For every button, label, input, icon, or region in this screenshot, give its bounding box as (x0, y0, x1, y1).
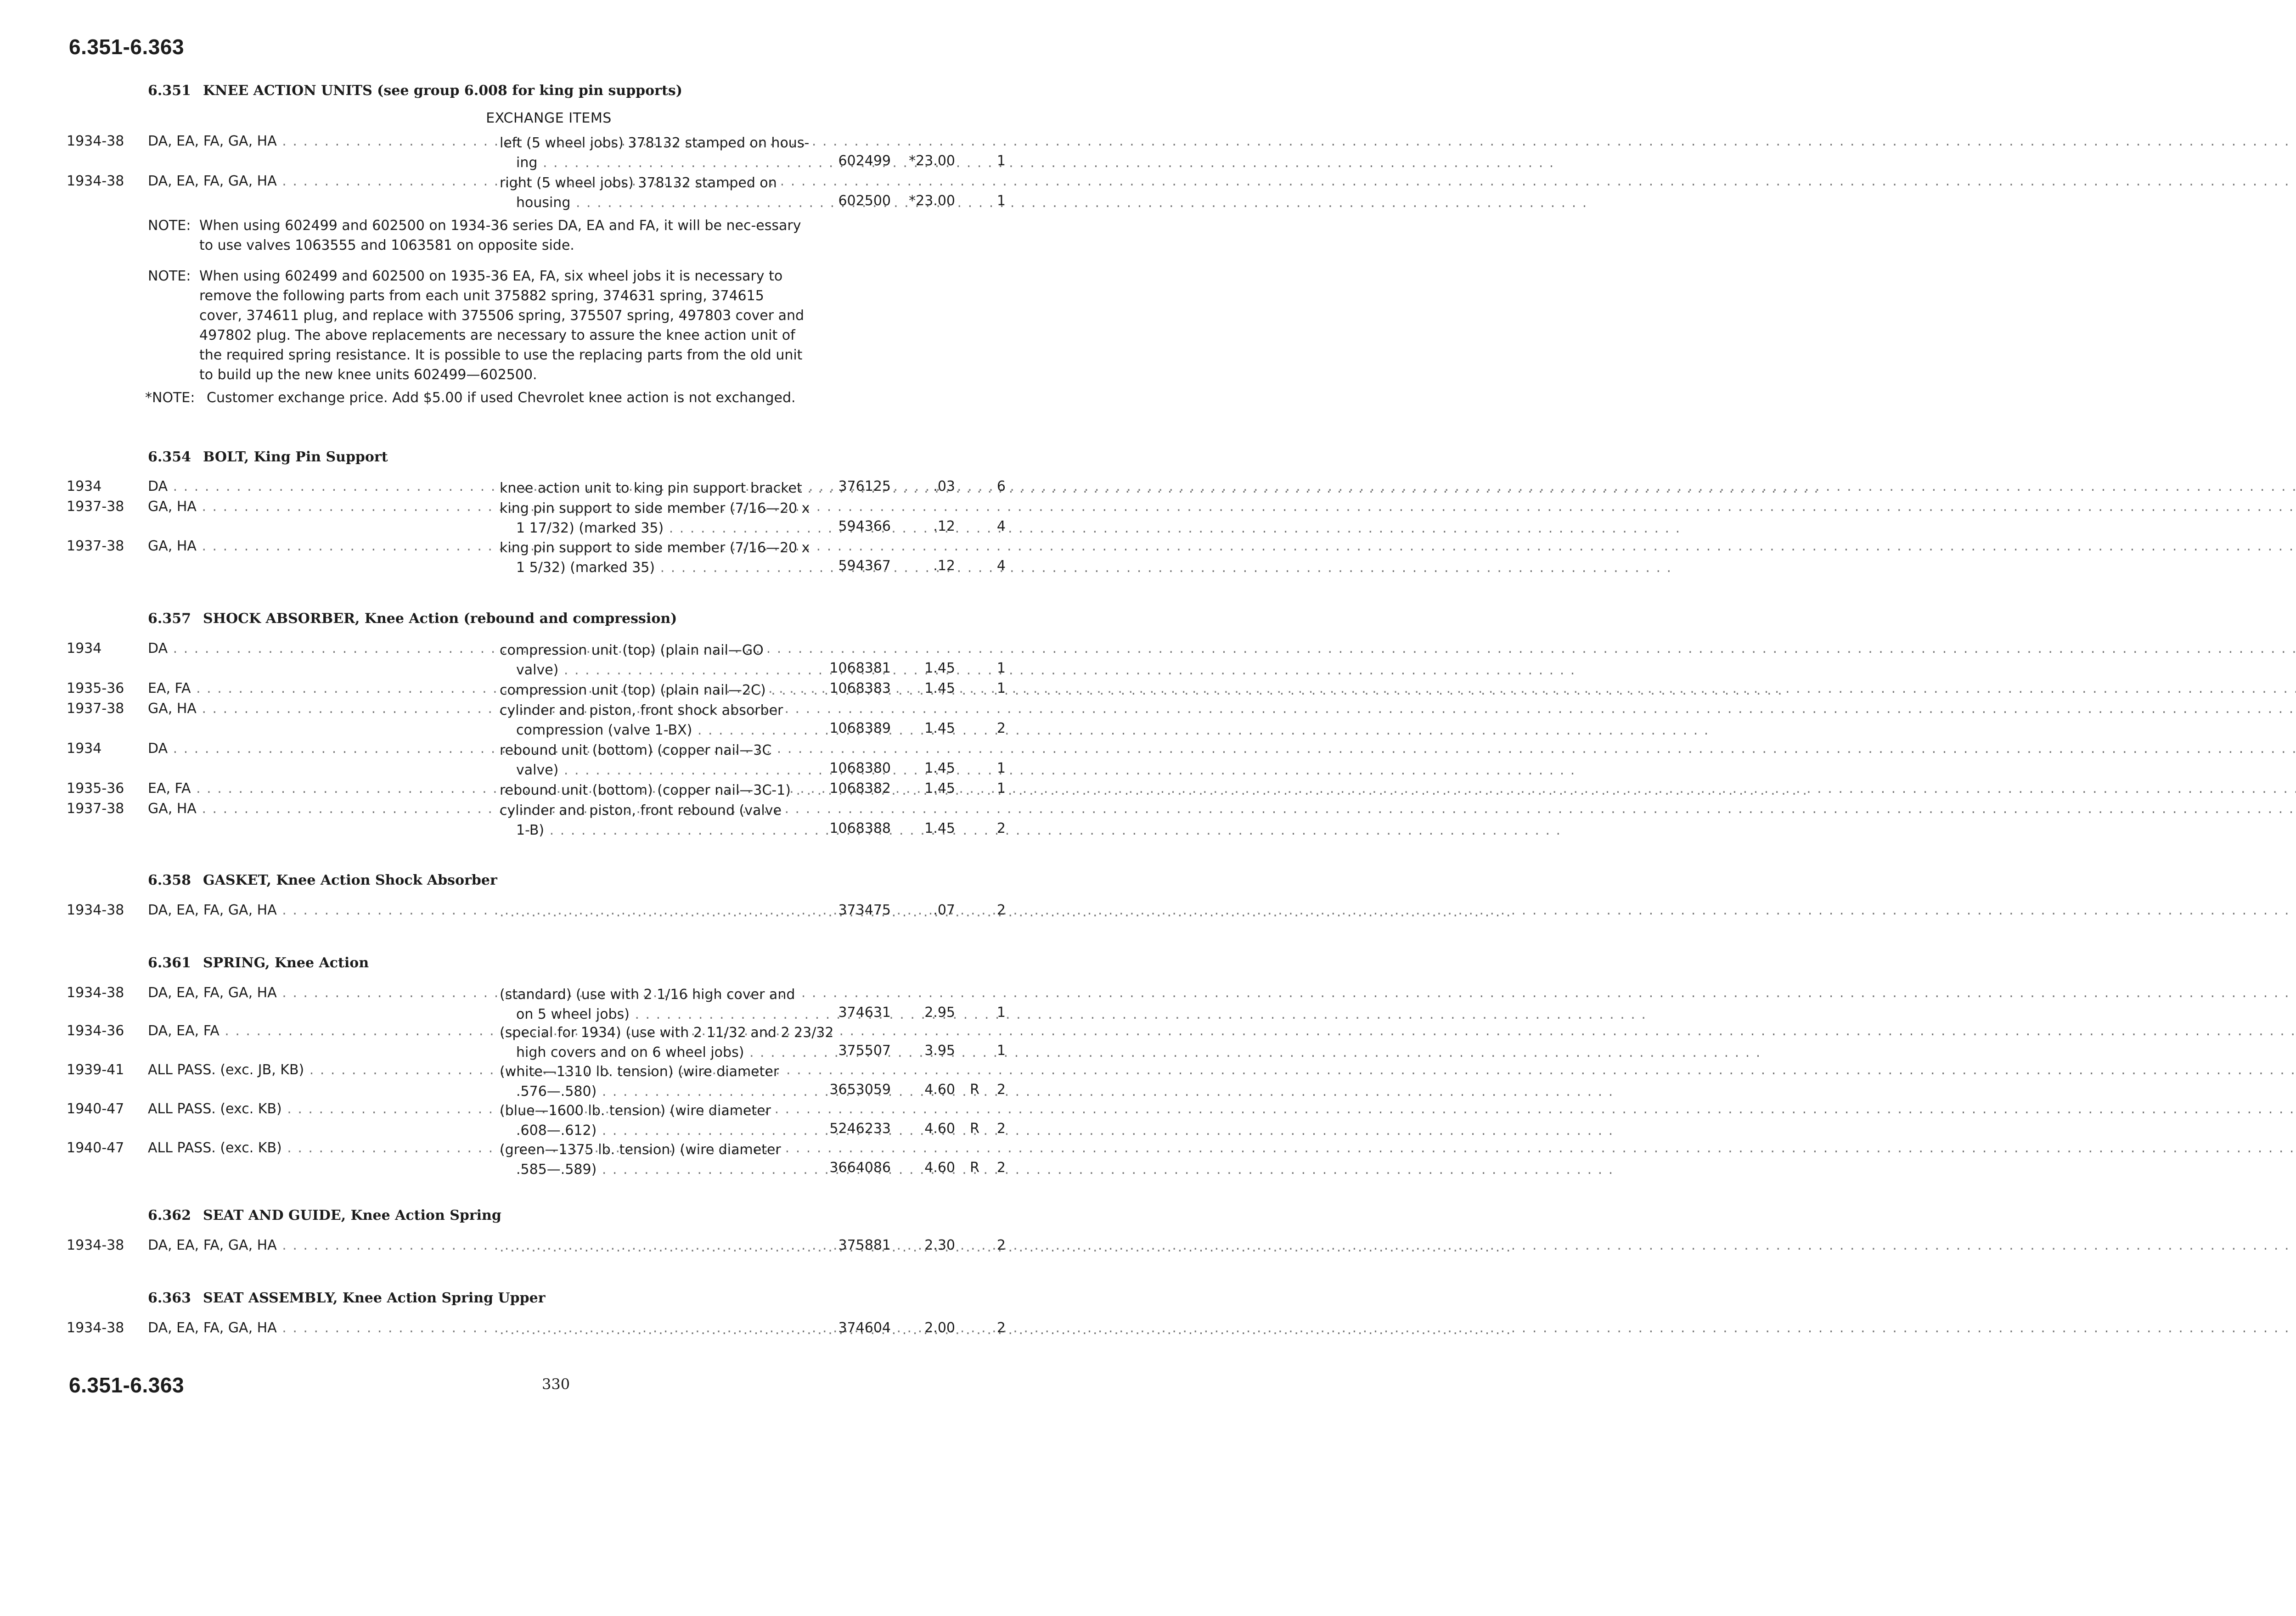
part-number: 373475 (838, 902, 891, 918)
description-line: .585—.589) . . . (500, 1160, 798, 1179)
list-price: 2.30 (924, 1237, 955, 1253)
list-price: .03 (933, 478, 955, 494)
part-description (500, 173, 798, 213)
year-range: 1934-38 (67, 1237, 124, 1253)
quantity: 1 (996, 760, 1006, 776)
section-note (145, 388, 809, 408)
description-line: (standard) (use with 2 1/16 high cover and (500, 987, 795, 1003)
quantity: 2 (996, 720, 1006, 736)
list-price: *23.00 (909, 193, 955, 209)
section-title: SEAT AND GUIDE, Knee Action Spring (203, 1207, 501, 1223)
list-price: 1.45 (924, 660, 955, 676)
description-line: (blue—1600 lb. tension) (wire diameter (500, 1103, 771, 1119)
section-number: 6.351 (148, 83, 191, 99)
section-heading (148, 83, 682, 99)
model-list: DA, EA, FA, GA, HA . . . (148, 902, 442, 918)
price-code: R (970, 1082, 979, 1098)
part-number: 5246233 (829, 1121, 891, 1137)
part-number: 1068383 (829, 680, 891, 696)
model-list: DA . . . (148, 640, 442, 656)
section-heading (148, 449, 388, 465)
model-list: GA, HA . . . (148, 701, 442, 717)
year-range: 1934 (67, 640, 102, 656)
note-text: When using 602499 and 602500 on 1935-36 EA, FA, six wheel jobs it is necessary to remove the following parts from each unit 375882 spring, 374631 spring, 374615 cover, 374611 plug, and replace with 375506 spring, 375507 spring, 497803 cover and 497802 plug. The above replacements are necessary to assure the knee action unit of the required spring resistance. It is possible to use the replacing parts from the old unit to build up the new knee units 602499—602500. (199, 268, 805, 383)
part-description (500, 680, 798, 700)
part-number: 376125 (838, 478, 891, 494)
part-description (500, 701, 798, 740)
part-number: 594366 (838, 518, 891, 534)
description-line: high covers and on 6 wheel jobs) . . . (500, 1043, 798, 1062)
price-code: R (970, 1160, 979, 1176)
quantity: 1 (996, 1004, 1006, 1021)
section-number: 6.363 (148, 1290, 191, 1306)
model-list: DA, EA, FA, GA, HA . . . (148, 133, 442, 149)
description-line: valve) . . . (500, 660, 798, 680)
model-list: ALL PASS. (exc. KB) . . . (148, 1101, 442, 1117)
page-number: 330 (542, 1375, 570, 1393)
quantity: 4 (996, 558, 1006, 574)
part-description (500, 538, 810, 578)
quantity: 1 (996, 1043, 1006, 1059)
section-title: KNEE ACTION UNITS (see group 6.008 for king pin supports) (203, 83, 682, 99)
year-range: 1935-36 (67, 780, 124, 797)
description-line: rebound unit (bottom) (copper nail—3C-1) . . . (500, 780, 798, 800)
list-price: 1.45 (924, 760, 955, 776)
price-code: R (970, 1121, 979, 1137)
part-description (500, 741, 798, 780)
quantity: 2 (996, 1160, 1006, 1176)
part-description (500, 1062, 798, 1101)
part-description (500, 1023, 834, 1062)
part-number: 374604 (838, 1320, 891, 1336)
note-text: Customer exchange price. Add $5.00 if used Chevrolet knee action is not exchanged. (207, 390, 796, 406)
part-description (500, 780, 798, 800)
quantity: 1 (996, 780, 1006, 797)
section-heading (148, 872, 497, 888)
section-subheading: EXCHANGE ITEMS (486, 110, 612, 126)
description-line: knee action unit to king pin support bracket . . . (500, 478, 798, 498)
part-number: 602499 (838, 153, 891, 169)
part-number: 374631 (838, 1004, 891, 1021)
year-range: 1940-47 (67, 1140, 124, 1156)
part-number: 3653059 (829, 1082, 891, 1098)
section-number: 6.357 (148, 611, 191, 627)
description-line: left (5 wheel jobs) 378132 stamped on hous- (500, 135, 810, 151)
description-line: valve) . . . (500, 760, 798, 780)
description-line: compression unit (top) (plain nail—GO (500, 642, 764, 658)
part-description (500, 1140, 798, 1179)
part-description (500, 1101, 798, 1140)
list-price: 1.45 (924, 680, 955, 696)
list-price: 1.45 (924, 820, 955, 836)
model-list: DA . . . (148, 741, 442, 757)
section-number: 6.358 (148, 872, 191, 888)
quantity: 1 (996, 193, 1006, 209)
year-range: 1934-38 (67, 173, 124, 189)
section-heading (148, 1290, 546, 1306)
section-number: 6.362 (148, 1207, 191, 1223)
list-price: 4.60 (924, 1082, 955, 1098)
part-number: 375881 (838, 1237, 891, 1253)
section-note (148, 216, 809, 255)
description-line (500, 902, 798, 922)
quantity: 1 (996, 660, 1006, 676)
year-range: 1937-38 (67, 801, 124, 817)
year-range: 1934 (67, 478, 102, 494)
quantity: 2 (996, 902, 1006, 918)
note-label: NOTE: (148, 268, 191, 284)
part-description (500, 133, 810, 173)
list-price: 4.60 (924, 1121, 955, 1137)
section-title: SEAT ASSEMBLY, Knee Action Spring Upper (203, 1290, 546, 1306)
part-number: 594367 (838, 558, 891, 574)
description-line: (special for 1934) (use with 2 11/32 and 2 23/32 (500, 1025, 834, 1041)
model-list: DA, EA, FA, GA, HA . . . (148, 1237, 442, 1253)
description-line: king pin support to side member (7/16—20 x (500, 540, 810, 556)
section-heading (148, 1207, 501, 1223)
description-line: rebound unit (bottom) (copper nail—3C (500, 742, 772, 758)
year-range: 1937-38 (67, 538, 124, 554)
quantity: 2 (996, 1237, 1006, 1253)
part-description (500, 801, 798, 840)
section-title: BOLT, King Pin Support (203, 449, 388, 465)
part-number: 602500 (838, 193, 891, 209)
year-range: 1934 (67, 741, 102, 757)
section-heading (148, 611, 677, 627)
model-list: DA, EA, FA, GA, HA . . . (148, 1320, 442, 1336)
quantity: 2 (996, 820, 1006, 836)
model-list: GA, HA . . . (148, 538, 442, 554)
note-label: NOTE: (148, 218, 191, 234)
year-range: 1937-38 (67, 499, 124, 515)
year-range: 1934-38 (67, 985, 124, 1001)
part-number: 1068382 (829, 780, 891, 797)
part-number: 1068389 (829, 720, 891, 736)
section-title: GASKET, Knee Action Shock Absorber (203, 872, 497, 888)
quantity: 4 (996, 518, 1006, 534)
year-range: 1934-38 (67, 1320, 124, 1336)
description-line: on 5 wheel jobs) . . . (500, 1004, 798, 1024)
description-line: 1-B) . . . (500, 820, 798, 840)
section-number: 6.361 (148, 955, 191, 971)
part-number: 1068380 (829, 760, 891, 776)
part-description (500, 1320, 798, 1340)
year-range: 1934-38 (67, 133, 124, 149)
note-text: When using 602499 and 602500 on 1934-36 series DA, EA and FA, it will be nec-essary to use valves 1063555 and 1063581 on opposite side. (199, 218, 801, 253)
description-line: .608—.612) . . . (500, 1121, 798, 1140)
description-line: cylinder and piston, front shock absorber (500, 702, 783, 718)
model-list: DA . . . (148, 478, 442, 494)
description-line: compression unit (top) (plain nail—2C) . . . (500, 680, 798, 700)
part-number: 1068388 (829, 820, 891, 836)
model-list: GA, HA . . . (148, 801, 442, 817)
part-number: 1068381 (829, 660, 891, 676)
list-price: 3.95 (924, 1043, 955, 1059)
description-line: .576—.580) . . . (500, 1082, 798, 1101)
model-list: DA, EA, FA, GA, HA . . . (148, 985, 442, 1001)
quantity: 6 (996, 478, 1006, 494)
part-description (500, 499, 810, 538)
model-list: ALL PASS. (exc. JB, KB) . . . (148, 1062, 442, 1078)
quantity: 1 (996, 153, 1006, 169)
part-description (500, 985, 798, 1024)
description-line (500, 1237, 798, 1257)
year-range: 1939-41 (67, 1062, 124, 1078)
list-price: *23.00 (909, 153, 955, 169)
section-note (148, 266, 809, 385)
description-line: king pin support to side member (7/16—20 x (500, 500, 810, 516)
section-heading (148, 955, 369, 971)
section-title: SHOCK ABSORBER, Knee Action (rebound and compression) (203, 611, 677, 627)
year-range: 1935-36 (67, 680, 124, 696)
description-line: ing . . . (500, 153, 798, 173)
quantity: 1 (996, 680, 1006, 696)
list-price: .12 (933, 518, 955, 534)
list-price: 2.95 (924, 1004, 955, 1021)
model-list: DA, EA, FA . . . (148, 1023, 442, 1039)
part-number: 375507 (838, 1043, 891, 1059)
part-description (500, 1237, 798, 1257)
year-range: 1937-38 (67, 701, 124, 717)
description-line: cylinder and piston, front rebound (valve (500, 802, 782, 819)
description-line: 1 5/32) (marked 35) . . . (500, 558, 798, 578)
description-line: (white—1310 lb. tension) (wire diameter (500, 1064, 779, 1080)
list-price: .07 (933, 902, 955, 918)
model-list: GA, HA . . . (148, 499, 442, 515)
description-line: right (5 wheel jobs) 378132 stamped on (500, 175, 777, 191)
list-price: 2.00 (924, 1320, 955, 1336)
model-list: EA, FA . . . (148, 780, 442, 797)
year-range: 1940-47 (67, 1101, 124, 1117)
page-footer-title: 6.351-6.363 (69, 1373, 185, 1397)
section-title: SPRING, Knee Action (203, 955, 369, 971)
description-line: housing . . . (500, 193, 798, 213)
description-line: (green—1375 lb. tension) (wire diameter (500, 1142, 781, 1158)
description-line: compression (valve 1-BX) . . . (500, 720, 798, 740)
part-description (500, 902, 798, 922)
page-header-title: 6.351-6.363 (69, 35, 185, 59)
quantity: 2 (996, 1320, 1006, 1336)
year-range: 1934-36 (67, 1023, 124, 1039)
part-number: 3664086 (829, 1160, 891, 1176)
part-description (500, 640, 798, 680)
list-price: 1.45 (924, 780, 955, 797)
description-line: 1 17/32) (marked 35) . . . (500, 518, 798, 538)
model-list: EA, FA . . . (148, 680, 442, 696)
list-price: 1.45 (924, 720, 955, 736)
list-price: 4.60 (924, 1160, 955, 1176)
model-list: ALL PASS. (exc. KB) . . . (148, 1140, 442, 1156)
year-range: 1934-38 (67, 902, 124, 918)
part-description (500, 478, 802, 498)
list-price: .12 (933, 558, 955, 574)
model-list: DA, EA, FA, GA, HA . . . (148, 173, 442, 189)
quantity: 2 (996, 1082, 1006, 1098)
quantity: 2 (996, 1121, 1006, 1137)
description-line (500, 1320, 798, 1340)
note-label: *NOTE: (145, 390, 195, 406)
section-number: 6.354 (148, 449, 191, 465)
